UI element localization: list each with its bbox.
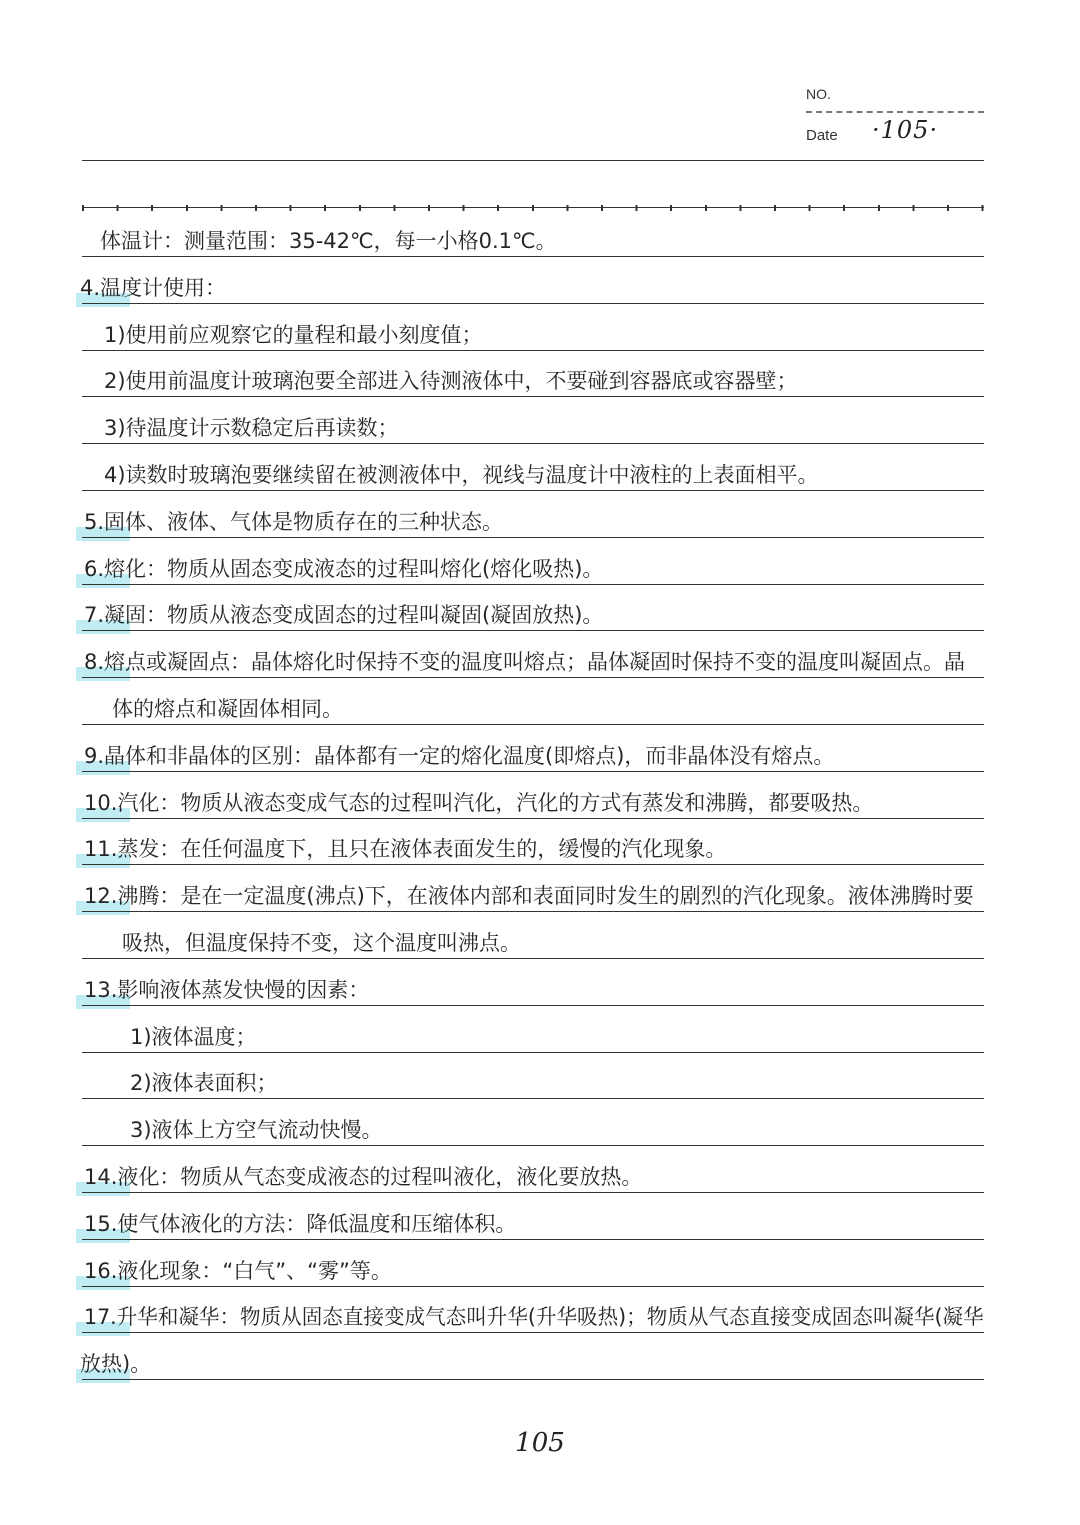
ruled-line — [82, 1145, 984, 1146]
note-line — [0, 727, 1080, 771]
note-text: 2)液体表面积； — [130, 1071, 278, 1096]
note-line — [0, 1195, 1080, 1239]
ruled-line — [82, 396, 984, 397]
note-text: 1)使用前应观察它的量程和最小刻度值； — [104, 322, 483, 347]
note-line — [0, 493, 1080, 537]
ruled-line — [82, 818, 984, 819]
ruled-line — [82, 1332, 984, 1333]
top-rule — [82, 160, 984, 161]
note-line — [0, 867, 1080, 911]
note-line — [0, 586, 1080, 630]
ruled-line — [82, 1286, 984, 1287]
ruled-line — [82, 303, 984, 304]
ruled-line — [82, 1052, 984, 1053]
ruled-line — [82, 537, 984, 538]
note-text: 2)使用前温度计玻璃泡要全部进入待测液体中，不要碰到容器底或容器壁； — [104, 369, 798, 394]
ruled-line — [82, 724, 984, 725]
ruled-line — [82, 630, 984, 631]
note-line — [0, 259, 1080, 303]
note-line — [0, 306, 1080, 350]
ruled-line — [82, 350, 984, 351]
note-line — [0, 820, 1080, 864]
ruled-line — [82, 1192, 984, 1193]
note-text: 体的熔点和凝固体相同。 — [112, 697, 343, 721]
header-date-value: ·105· — [872, 116, 939, 144]
note-line — [0, 1148, 1080, 1192]
note-text: 4.温度计使用： — [80, 275, 227, 300]
ruled-line — [82, 256, 984, 257]
note-text: 体温计：测量范围：35-42℃，每一小格0.1℃。 — [100, 229, 557, 253]
note-line — [0, 1242, 1080, 1286]
note-text: 11.蒸发：在任何温度下，且只在液体表面发生的，缓慢的汽化现象。 — [84, 837, 727, 862]
note-text: 14.液化：物质从气态变成液态的过程叫液化，液化要放热。 — [84, 1165, 643, 1189]
ruled-line — [82, 1098, 984, 1099]
ruled-line — [82, 584, 984, 585]
note-text: 16.液化现象：“白气”、“雾”等。 — [84, 1258, 392, 1283]
ruled-line — [82, 1379, 984, 1380]
ruled-line — [82, 677, 984, 678]
note-text: 15.使气体液化的方法：降低温度和压缩体积。 — [84, 1211, 517, 1236]
note-text: 17.升华和凝华：物质从固态直接变成气态叫升华(升华吸热)；物质从气态直接变成固态叫凝华(凝华 — [84, 1305, 984, 1330]
note-line — [0, 446, 1080, 490]
note-line — [0, 352, 1080, 396]
note-line — [0, 1008, 1080, 1052]
note-text: 5.固体、液体、气体是物质存在的三种状态。 — [84, 509, 504, 534]
header-date-label: Date — [806, 127, 838, 144]
note-text: 3)待温度计示数稳定后再读数； — [104, 416, 399, 441]
note-text: 7.凝固：物质从液态变成固态的过程叫凝固(凝固放热)。 — [84, 603, 604, 628]
note-line — [0, 399, 1080, 443]
note-line — [0, 1288, 1080, 1332]
note-line — [0, 774, 1080, 818]
ruled-line — [82, 1239, 984, 1240]
ruled-line — [82, 1005, 984, 1006]
ruled-line — [82, 911, 984, 912]
header-no-label: NO. — [806, 86, 831, 102]
ruled-line — [82, 490, 984, 491]
note-text: 1)液体温度； — [130, 1024, 257, 1049]
note-line — [0, 680, 1080, 724]
note-line — [0, 212, 1080, 256]
note-line — [0, 914, 1080, 958]
note-text: 10.汽化：物质从液态变成气态的过程叫汽化，汽化的方式有蒸发和沸腾，都要吸热。 — [84, 790, 874, 815]
note-text: 3)液体上方空气流动快慢。 — [130, 1118, 383, 1143]
note-line — [0, 1335, 1080, 1379]
note-text: 6.熔化：物质从固态变成液态的过程叫熔化(熔化吸热)。 — [84, 556, 604, 581]
page-number: 105 — [515, 1428, 565, 1458]
header-no-underline — [806, 111, 984, 113]
note-text: 9.晶体和非晶体的区别：晶体都有一定的熔化温度(即熔点)，而非晶体没有熔点。 — [84, 743, 835, 768]
note-text: 13.影响液体蒸发快慢的因素： — [84, 977, 370, 1002]
note-line — [0, 633, 1080, 677]
note-line — [0, 540, 1080, 584]
note-line — [0, 1054, 1080, 1098]
note-text: 12.沸腾：是在一定温度(沸点)下，在液体内部和表面同时发生的剧烈的汽化现象。液体沸腾时要 — [84, 884, 974, 909]
note-text: 8.熔点或凝固点：晶体熔化时保持不变的温度叫熔点；晶体凝固时保持不变的温度叫凝固点。晶 — [84, 650, 966, 675]
ruled-line — [82, 958, 984, 959]
note-line — [0, 961, 1080, 1005]
ruled-line — [82, 771, 984, 772]
note-line — [0, 1101, 1080, 1145]
ruled-line — [82, 864, 984, 865]
note-text: 放热)。 — [80, 1352, 152, 1377]
dotted-rule — [82, 207, 984, 208]
note-text: 吸热，但温度保持不变，这个温度叫沸点。 — [122, 931, 521, 955]
note-text: 4)读数时玻璃泡要继续留在被测液体中，视线与温度计中液柱的上表面相平。 — [104, 463, 819, 487]
ruled-line — [82, 443, 984, 444]
